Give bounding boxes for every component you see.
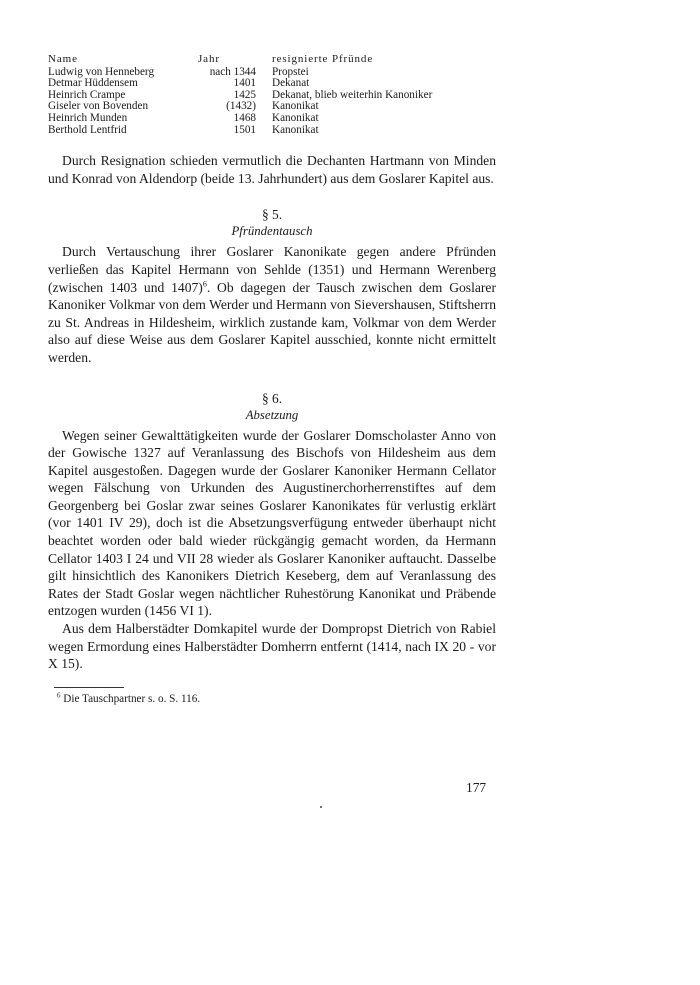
table-row [48,125,432,137]
cell-office: Dekanat [272,77,310,90]
cell-name: Detmar Hüddensem [48,77,138,90]
cell-year: 1501 [233,123,256,136]
footnote-marker: 6 [57,691,61,700]
paragraph-text: Durch Vertauschung ihrer Goslarer Kanonikate gegen andere Pfründen verließen das Kapitel Hermann von Sehlde (1351) und Hermann Werenberg (zwischen 1403 und 1407) [48,244,496,295]
cell-year: 1401 [233,77,256,90]
cell-name: Heinrich Munden [48,111,128,124]
footnote [48,693,496,706]
print-speck [320,806,322,808]
cell-year: 1425 [233,88,256,101]
page-content [48,54,496,706]
cell-year: 1468 [233,111,256,124]
section-5-number: § 5. [261,207,283,223]
paragraph-resignation: Durch Resignation schieden vermutlich die Dechanten Hartmann von Minden und Konrad von Aldendorp (beide 13. Jahrhundert) aus dem Goslarer Kapitel aus. [48,153,496,186]
page-number: 177 [466,780,487,795]
paragraph-text: . Ob dagegen der Tausch zwischen dem Goslarer Kanoniker Volkmar von dem Werder und Hermann von Sievershausen, Stiftsherrn zu St. Andreas in Hildesheim, wirklich zustande kam, Volkmar von dem Werder also auf diese Weise aus dem Goslarer Kapitel ausschied, konnte nicht ermittelt werden. [48,279,496,365]
table-header-row [48,54,432,67]
cell-office: Kanonikat [272,111,319,124]
cell-name: Heinrich Crampe [48,88,126,101]
section-6-number: § 6. [261,390,283,406]
paragraph-absetzung-2: Aus dem Halberstädter Domkapitel wurde der Dompropst Dietrich von Rabiel wegen Ermordung eines Halberstädter Domherrn entfernt (1414, nach IX 20 - vor X 15). [48,621,496,672]
column-header-year: Jahr [198,53,220,65]
paragraph-pfruendentausch [48,243,496,366]
cell-office: Propstei [272,65,309,78]
cell-year: nach 1344 [209,65,256,78]
table-row [48,113,432,125]
resignation-table [48,54,432,136]
cell-office: Dekanat, blieb weiterhin Kanoniker [272,88,433,101]
column-header-name: Name [48,53,78,65]
footnote-divider [54,687,124,688]
cell-office: Kanonikat [272,100,319,113]
cell-name: Giseler von Bovenden [48,100,149,113]
footnote-reference: 6 [202,279,207,288]
cell-year: (1432) [226,100,256,113]
paragraph-absetzung-1: Wegen seiner Gewalttätigkeiten wurde der Goslarer Domscholaster Anno von der Gowische 1327 auf Veranlassung des Bischofs von Hildesheim aus dem Kapitel ausgestoßen. Dagegen wurde der Goslarer Kanoniker Hermann Cellator wegen Fälschung von Urkunden des Augustinerchorherrenstiftes auf dem Georgenberg bei Goslar zwar seines Goslarer Kanonikates für verlustig erklärt (vor 1401 IV 29), doch ist die Absetzungsverfügung entweder überhaupt nicht beachtet worden oder bald wieder rückgängig gemacht worden, da Hermann Cellator 1403 I 24 und VII 28 wieder als Goslarer Kanoniker auftaucht. Dasselbe gilt hinsichtlich des Kanonikers Dietrich Keseberg, dem auf Veranlassung des Rates der Stadt Goslar wegen nächtlicher Ruhestörung Kanonikat und Präbende entzogen wurden (1456 VI 1). [48,427,496,619]
section-6-title: Absetzung [245,407,299,422]
cell-office: Kanonikat [272,123,319,136]
cell-name: Ludwig von Henneberg [48,65,155,78]
section-5-title: Pfründentausch [231,224,313,239]
column-header-office: resignierte Pfründe [272,53,374,65]
footnote-text: Die Tauschpartner s. o. S. 116. [63,692,201,705]
cell-name: Berthold Lentfrid [48,123,127,136]
